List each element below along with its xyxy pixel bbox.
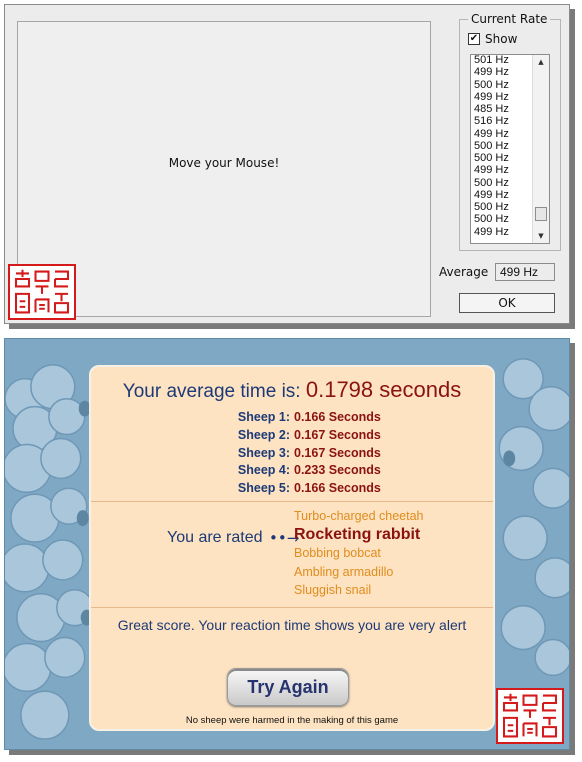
rate-list-item[interactable]: 499 Hz bbox=[474, 164, 509, 177]
sheep-label: Sheep 4: bbox=[237, 463, 290, 478]
sheep-time-row bbox=[91, 409, 493, 427]
average-label: Average bbox=[439, 265, 489, 279]
rate-list-item[interactable]: 500 Hz bbox=[474, 139, 509, 152]
rate-list-item[interactable]: 500 Hz bbox=[474, 152, 509, 164]
rate-list-item[interactable]: 485 Hz bbox=[474, 103, 509, 115]
rank-item: Sluggish snail bbox=[294, 583, 372, 598]
ok-button[interactable]: OK bbox=[459, 293, 555, 313]
rate-list-scrollbar[interactable] bbox=[532, 55, 549, 243]
average-time-heading bbox=[91, 377, 493, 403]
rate-list-item[interactable]: 499 Hz bbox=[474, 90, 509, 103]
results-card bbox=[89, 365, 495, 731]
scroll-down-arrow-icon[interactable]: ▼ bbox=[538, 232, 544, 240]
rank-list bbox=[294, 507, 423, 600]
rate-list-item[interactable]: 499 Hz bbox=[474, 188, 509, 201]
rate-list-item[interactable]: 500 Hz bbox=[474, 176, 509, 189]
average-value-field: 499 Hz bbox=[495, 263, 555, 281]
average-time-value: 0.1798 seconds bbox=[305, 377, 462, 402]
rate-list-item[interactable]: 516 Hz bbox=[474, 115, 509, 128]
sheep-time-value: 0.167 Seconds bbox=[294, 427, 381, 442]
sheep-label: Sheep 3: bbox=[237, 445, 290, 460]
rate-list-item[interactable]: 499 Hz bbox=[474, 66, 509, 79]
current-rank: Rocketing rabbit bbox=[294, 525, 421, 543]
try-again-button[interactable]: Try Again bbox=[227, 668, 349, 706]
sheep-label: Sheep 5: bbox=[237, 481, 290, 496]
rate-list-item[interactable]: 501 Hz bbox=[474, 54, 509, 66]
sheep-label: Sheep 1: bbox=[237, 410, 290, 424]
rate-list-item[interactable]: 500 Hz bbox=[474, 201, 509, 213]
sheep-times-list bbox=[91, 409, 493, 498]
scroll-up-arrow-icon[interactable]: ▲ bbox=[538, 58, 544, 66]
sheep-time-row bbox=[91, 462, 493, 480]
rate-list-item[interactable]: 499 Hz bbox=[474, 127, 509, 140]
score-message: Great score. Your reaction time shows you are very alert bbox=[117, 617, 467, 633]
show-checkbox-label: Show bbox=[485, 32, 518, 46]
red-seal-stamp-icon bbox=[496, 688, 564, 744]
divider bbox=[91, 501, 493, 502]
sheep-time-value: 0.167 Seconds bbox=[294, 445, 381, 460]
rate-list bbox=[474, 54, 509, 238]
current-rate-title: Current Rate bbox=[468, 12, 550, 26]
sheep-time-row bbox=[91, 445, 493, 463]
rate-list-item[interactable]: 499 Hz bbox=[474, 225, 509, 238]
rating-arrow-icon: ••→ bbox=[269, 529, 300, 547]
sheep-time-value: 0.166 Seconds bbox=[294, 481, 381, 496]
sheep-time-value: 0.166 Seconds bbox=[294, 410, 381, 424]
mouse-move-area[interactable] bbox=[17, 21, 431, 317]
show-checkbox[interactable]: ✔ bbox=[469, 33, 479, 44]
rank-item: Ambling armadillo bbox=[294, 564, 394, 579]
rank-item: Bobbing bobcat bbox=[294, 546, 381, 561]
current-rate-group bbox=[459, 12, 561, 251]
rated-label: You are rated bbox=[167, 529, 263, 546]
rate-list-item[interactable]: 500 Hz bbox=[474, 78, 509, 91]
footnote: No sheep were harmed in the making of this game bbox=[185, 715, 399, 726]
rate-list-item[interactable]: 500 Hz bbox=[474, 213, 509, 226]
divider bbox=[91, 607, 493, 608]
move-prompt: Move your Mouse! bbox=[168, 156, 280, 170]
red-seal-stamp-icon bbox=[8, 264, 76, 320]
sheep-game-screen bbox=[4, 338, 570, 750]
average-time-label: Your average time is: bbox=[122, 381, 306, 402]
sheep-time-value: 0.233 Seconds bbox=[294, 463, 381, 478]
mouse-rate-dialog bbox=[4, 4, 570, 324]
sheep-label: Sheep 2: bbox=[237, 427, 290, 442]
scrollbar-thumb[interactable] bbox=[535, 207, 547, 221]
rate-listbox[interactable] bbox=[470, 54, 550, 244]
show-checkbox-row[interactable] bbox=[468, 32, 517, 46]
sheep-time-row bbox=[91, 480, 493, 498]
sheep-time-row bbox=[91, 427, 493, 445]
rank-item: Turbo-charged cheetah bbox=[294, 509, 424, 523]
